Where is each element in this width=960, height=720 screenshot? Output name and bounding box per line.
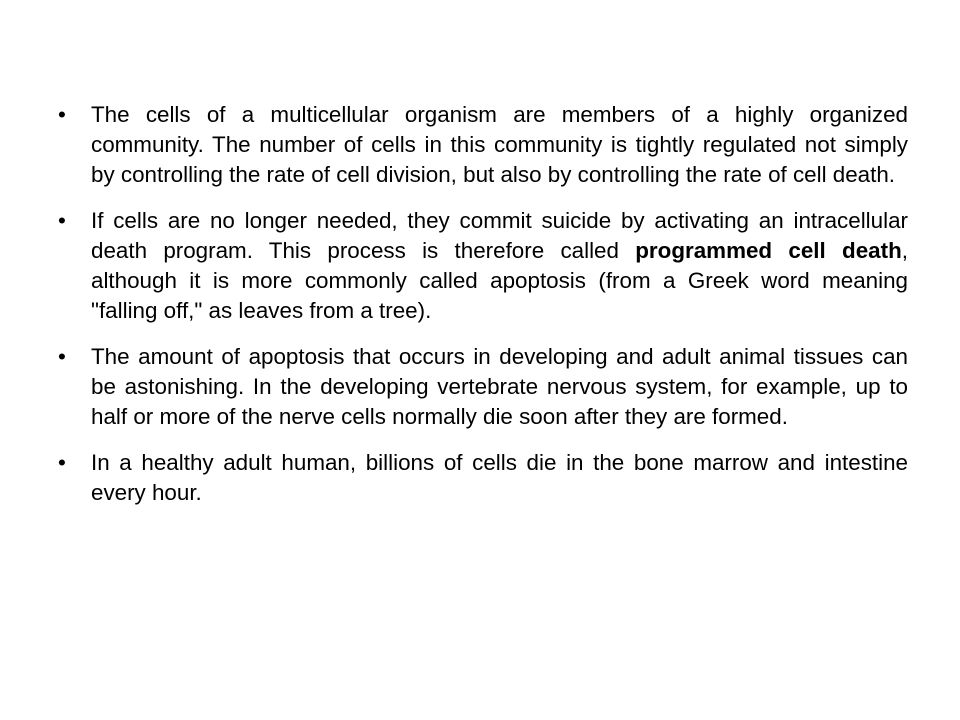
bullet-text: The cells of a multicellular organism are members of a highly organized community. The number of cells in this community is tightly regulated not simply by controlling the rate of cell division, but also by controlling the rate of cell death. — [91, 102, 908, 187]
bullet-text: In a healthy adult human, billions of cells die in the bone marrow and intestine every hour. — [91, 450, 908, 505]
bullet-item-2 — [58, 206, 908, 326]
bullet-text: The amount of apoptosis that occurs in developing and adult animal tissues can be astonishing. In the developing vertebrate nervous system, for example, up to half or more of the nerve cells normally die soon after they are formed. — [91, 344, 908, 429]
bullet-item-1 — [58, 100, 908, 190]
bold-term: programmed cell death — [635, 238, 902, 263]
bullet-icon: • — [58, 208, 66, 233]
bullet-text-before: If cells are no longer needed, they commit suicide by activating an intracellular death program. This process is therefore called — [91, 208, 908, 263]
bullet-icon: • — [58, 450, 66, 475]
bullet-icon: • — [58, 344, 66, 369]
bullet-item-4 — [58, 448, 908, 508]
bullet-icon: • — [58, 102, 66, 127]
bullet-item-3 — [58, 342, 908, 432]
bullet-text-after: , although it is more commonly called apoptosis (from a Greek word meaning "falling off," as leaves from a tree). — [91, 238, 908, 323]
bullet-list — [58, 100, 908, 524]
